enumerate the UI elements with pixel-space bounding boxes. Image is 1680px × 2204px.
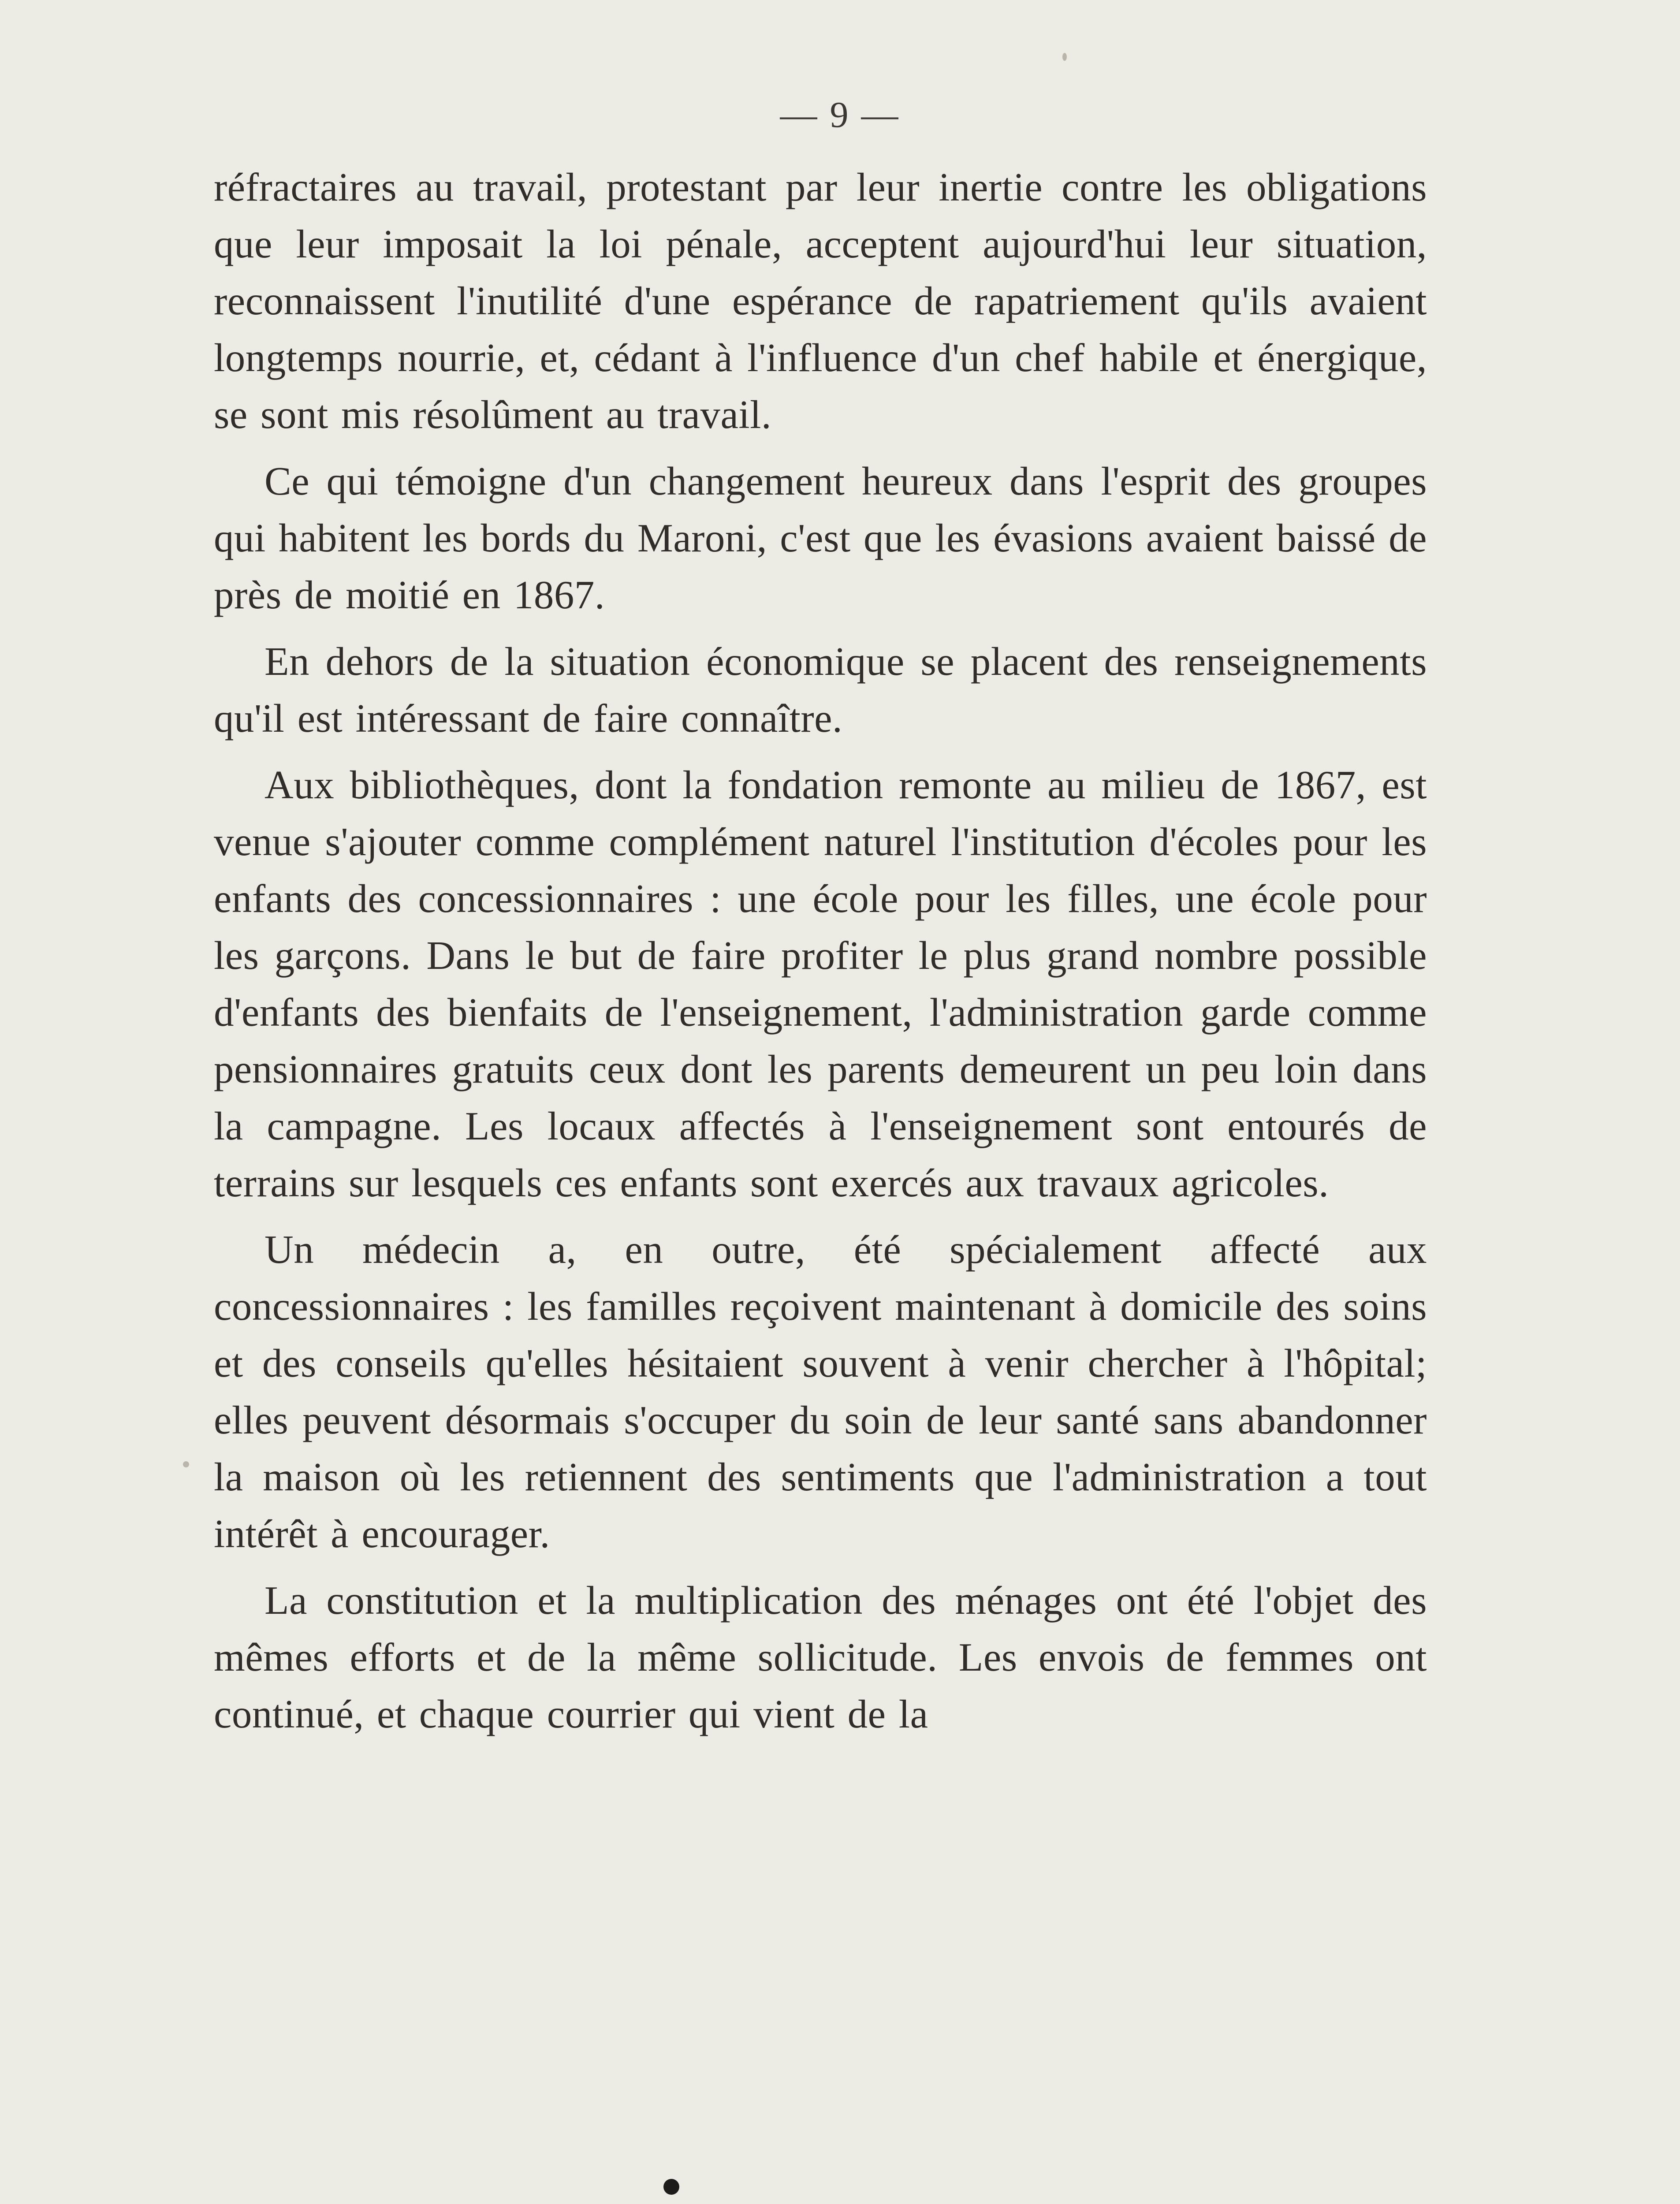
- paragraph-1: réfractaires au travail, protestant par leur inertie contre les obligations que leur imposait la loi pénale, acceptent aujourd'hui leur situation, reconnaissent l'inutilité d'une espérance de rapatriement qu'ils avaient longtemps nourrie, et, cédant à l'influence d'un chef habile et énergique, se sont mis résolûment au travail.: [214, 165, 1427, 437]
- body-text: [214, 159, 1427, 1752]
- paragraph-6: La constitution et la multiplication des ménages ont été l'objet des mêmes efforts et de la même sollicitude. Les envois de femmes ont continué, et chaque courrier qui vient de la: [214, 1578, 1427, 1736]
- paper-speck: [1062, 53, 1067, 61]
- paragraph-3: En dehors de la situation économique se placent des renseignements qu'il est intéressant de faire connaître.: [214, 639, 1427, 741]
- paragraph-4: Aux bibliothèques, dont la fondation remonte au milieu de 1867, est venue s'ajouter comme complément naturel l'institution d'écoles pour les enfants des concessionnaires : une école pour les filles, une école pour les garçons. Dans le but de faire profiter le plus grand nombre possible d'enfants des bienfaits de l'enseignement, l'administration garde comme pensionnaires gratuits ceux dont les parents demeurent un peu loin dans la campagne. Les locaux affectés à l'enseignement sont entourés de terrains sur lesquels ces enfants sont exercés aux travaux agricoles.: [214, 763, 1427, 1205]
- paragraph-2: Ce qui témoigne d'un changement heureux dans l'esprit des groupes qui habitent les bords du Maroni, c'est que les évasions avaient baissé de près de moitié en 1867.: [214, 459, 1427, 617]
- paper-speck: [183, 1461, 189, 1467]
- paragraph-5: Un médecin a, en outre, été spécialement affecté aux concessionnaires : les familles reçoivent maintenant à domicile des soins et des conseils qu'elles hésitaient souvent à venir chercher à l'hôpital; elles peuvent désormais s'occuper du soin de leur santé sans abandonner la maison où les retiennent des sentiments que l'administration a tout intérêt à encourager.: [214, 1227, 1427, 1556]
- ornament-dot: [663, 2179, 679, 2195]
- page-number: — 9 —: [780, 94, 900, 135]
